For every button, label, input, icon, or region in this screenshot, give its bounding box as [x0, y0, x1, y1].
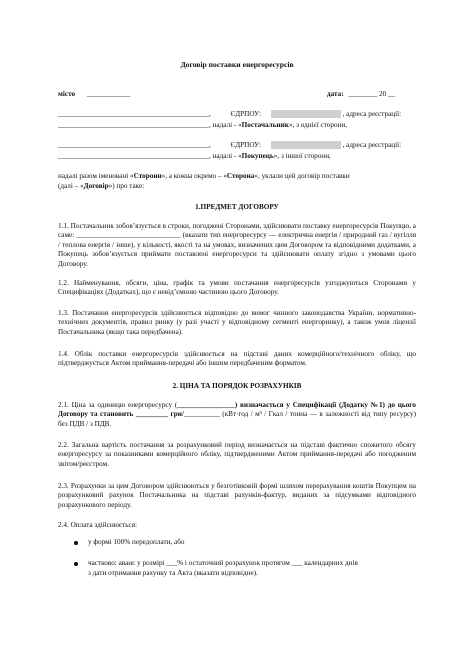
- clause-1-3: 1.3. Постачання енергоресурсів здійснюється відповідно до вимог чинного законодавства України, нормативно-технічних документів, правил ринку (у разі участі у відповідному сегменті енергоринку), а також умов ліцензії Постачальника (якщо така передбачена).: [58, 309, 416, 336]
- date-label: дата:: [327, 90, 344, 98]
- intro-text-2: », а кожна окремо – «: [161, 172, 227, 180]
- intro-parties: Сторони: [133, 172, 162, 180]
- party1-line2: [58, 121, 347, 130]
- party2-address-label: , адреса реєстрації:: [342, 141, 402, 149]
- party2-line2: [58, 152, 331, 161]
- intro-text-5: ») про таке:: [108, 182, 145, 190]
- clause-1-4: 1.4. Облік поставки енергоресурсів здійснюється на підставі даних комерційного/технічного обліку, що підтверджується Актом приймання-передачі або іншим передбаченим форматом.: [58, 350, 416, 368]
- document-title: Договір поставки енергоресурсів: [180, 60, 294, 69]
- intro-party: Сторона: [226, 172, 255, 180]
- party1-address-field[interactable]: __________________________________________,: [58, 121, 211, 129]
- clause-2-4: 2.4. Оплата здійснюється:: [58, 521, 138, 529]
- party2-edrpou-redacted: [271, 141, 341, 149]
- bullet-dot-2: [74, 562, 78, 566]
- clause-2-1: [58, 401, 416, 429]
- party1-hereinafter: надалі - «: [210, 121, 242, 129]
- party1-address-label: , адреса реєстрації:: [342, 110, 402, 118]
- section1-heading: 1.ПРЕДМЕТ ДОГОВОРУ: [195, 203, 279, 211]
- party2-edrpou-label: ЄДРПОУ:: [230, 141, 261, 149]
- payment-option-prepayment: у формі 100% передоплати, або: [88, 538, 185, 546]
- intro-text-1: надалі разом іменовані «: [58, 172, 134, 180]
- intro-line1: [58, 172, 350, 181]
- clause-2-3: 2.3. Розрахунки за цим Договором здійснюються у безготівковій формі шляхом перерахування коштів Покупцем на розрахунковий рахунок Постачальника на підставі рахунків-фактур, виданих за підсумками відповідного розрахункового періоду.: [58, 482, 416, 509]
- city-line: [58, 90, 130, 99]
- party2-hereinafter: надалі - «: [210, 152, 242, 160]
- party1-edrpou-redacted: [271, 110, 341, 118]
- party2-address-field[interactable]: __________________________________________,: [58, 152, 211, 160]
- clause-2-1-start: 2.1. Ціна за одиницю енергоресурсу (: [58, 401, 178, 409]
- intro-line2: [58, 182, 144, 191]
- intro-contract: Договір: [83, 182, 109, 190]
- party1-side: », з однієї сторони,: [288, 121, 348, 129]
- section2-heading: 2. ЦІНА ТА ПОРЯДОК РОЗРАХУНКІВ: [172, 382, 302, 390]
- party1-line1: [58, 110, 401, 119]
- date-line: [327, 90, 395, 99]
- city-field[interactable]: ____________: [86, 90, 131, 98]
- clause-2-2: 2.2. Загальна вартість постачання за розрахунковий період визначається на підставі фактично спожитого обсягу енергоресурсу за показниками комерційного обліку, підтвердженими Актом приймання-передачі або погодженим звітом/реєстром.: [58, 441, 416, 468]
- payment-option-partial-line1: частково: аванс у розмірі ___% і остаточний розрахунок протягом ___ календарних днів: [88, 559, 358, 567]
- party2-line1: [58, 141, 401, 150]
- party1-name-field[interactable]: __________________________________________,: [58, 110, 211, 118]
- clause-1-2: 1.2. Найменування, обсяги, ціна, графік та умови постачання енергоресурсів узгоджуються Сторонами у Специфікаціях (Додатках), що є невід’ємною частиною цього Договору.: [58, 279, 416, 297]
- party2-side: », з іншої сторони,: [273, 152, 331, 160]
- clause-1-1: 1.1. Постачальник зобов’язується в строки, погоджені Сторонами, здійснювати поставку енергоресурсів Покупцю, а саме: _____________________________ (вказати тип енергоресурсу — електрична енергія / природний газ / вугілля / теплова енергія / інше), у кількості, якості та на умовах, визначених цим Договором та відповідними додатками, а Покупець зобов’язується приймати поставлені енергоресурси та здійснювати оплату згідно з умовами цього Договору.: [58, 222, 416, 268]
- city-label: місто: [58, 90, 76, 98]
- party1-role: Постачальник: [241, 121, 289, 129]
- date-field[interactable]: ________ 20 __: [348, 90, 396, 98]
- bullet-dot-1: [74, 541, 78, 545]
- clause-2-1-end: __________ (кВт·год / м³ / Гкал / тонна — в залежності від типу ресурсу) без ПДВ / з ПДВ.: [58, 410, 416, 428]
- intro-text-4: (далі – «: [58, 182, 84, 190]
- payment-option-partial-line2: з дати отримання рахунку та Акта (вказати відповідне).: [88, 569, 258, 577]
- party1-edrpou-label: ЄДРПОУ:: [230, 110, 261, 118]
- clause-2-1-bold: ________________) визначається у Специфікації (Додатку №1) до цього Договору та становить _________ грн/: [58, 401, 416, 419]
- intro-text-3: », уклали цей договір поставки: [254, 172, 350, 180]
- party2-role: Покупець: [241, 152, 274, 160]
- party2-name-field[interactable]: __________________________________________,: [58, 141, 211, 149]
